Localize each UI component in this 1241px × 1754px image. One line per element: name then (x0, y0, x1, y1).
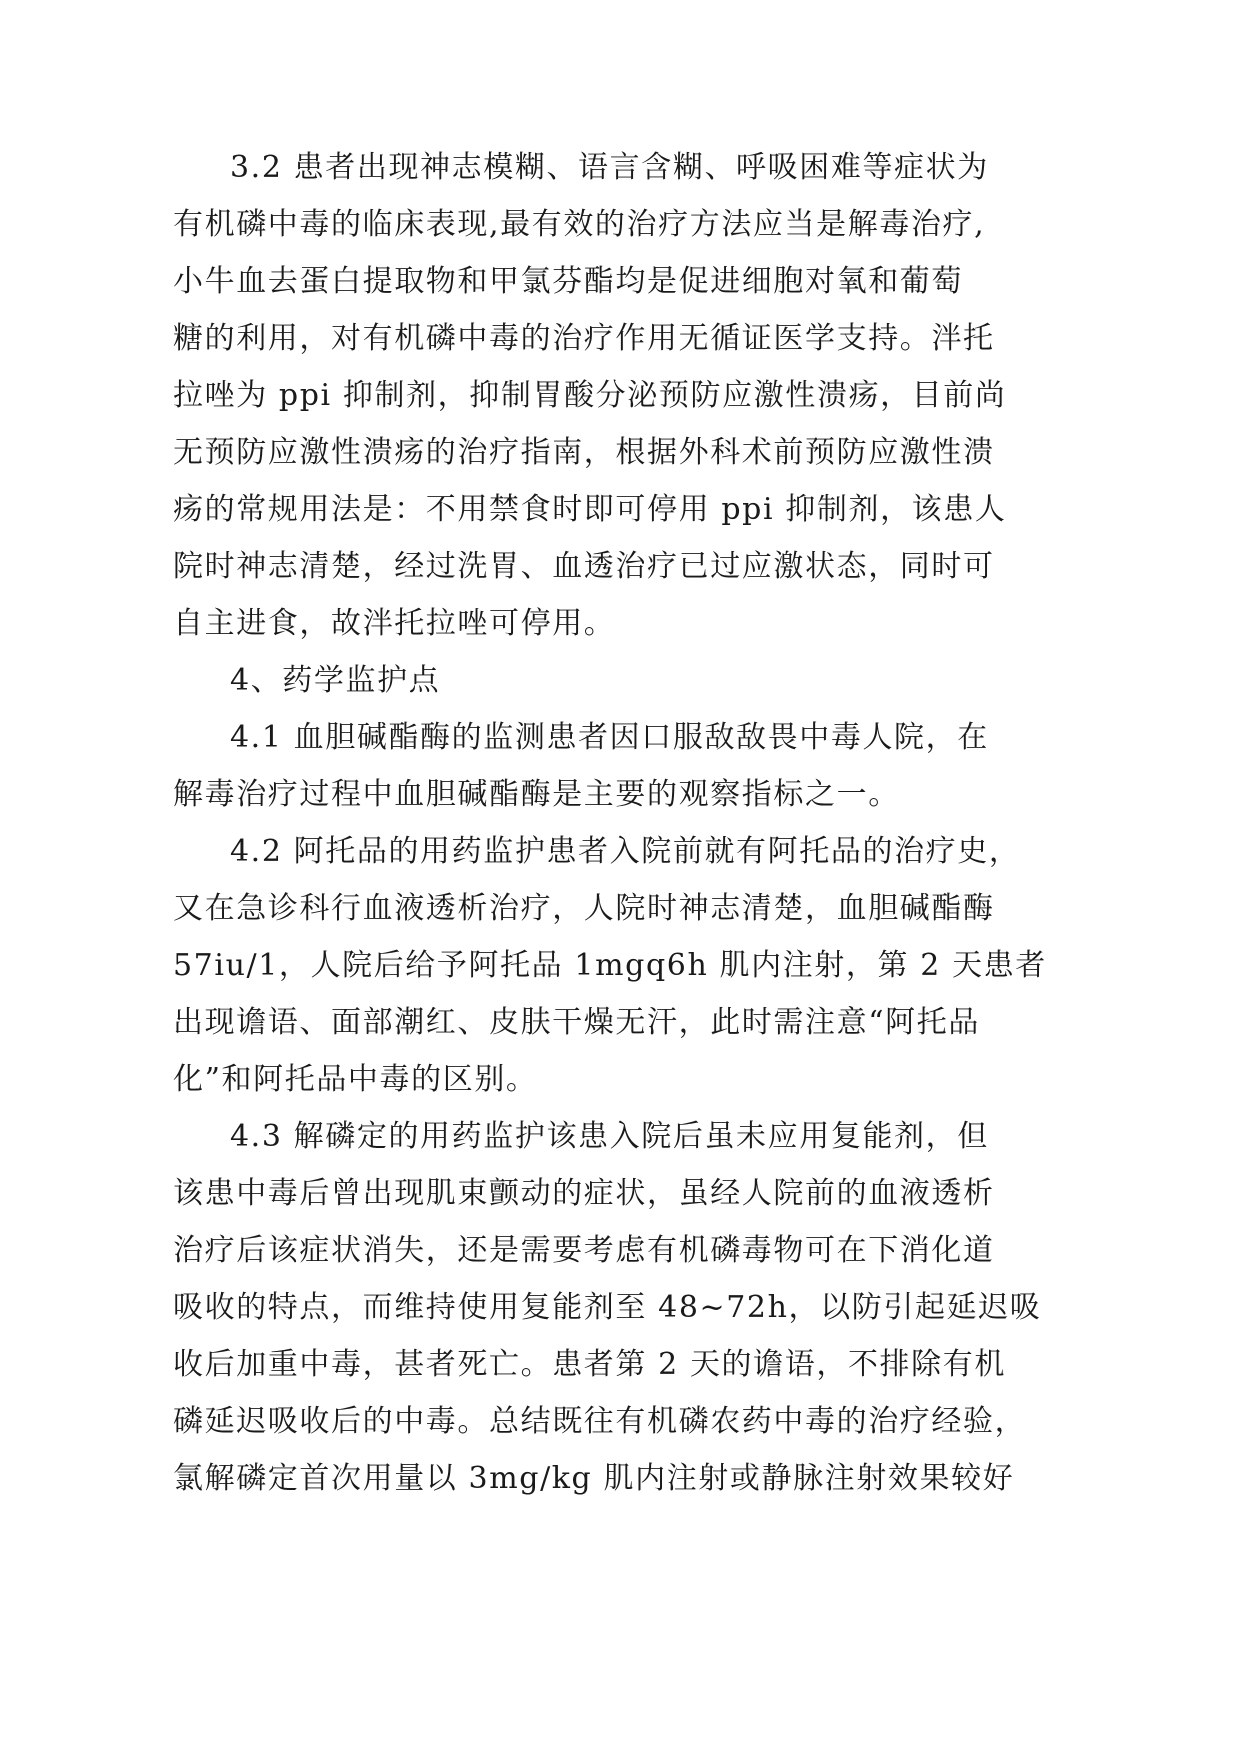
text-line: 有机磷中毒的临床表现,最有效的治疗方法应当是解毒治疗, (173, 207, 986, 242)
text-line: 吸收的特点，而维持使用复能剂至 48~72h，以防引起延迟吸 (173, 1290, 1042, 1325)
text-line: 无预防应激性溃疡的治疗指南，根据外科术前预防应激性溃 (173, 435, 995, 470)
text-line: 4.2 阿托品的用药监护患者入院前就有阿托品的治疗史， (230, 834, 1021, 869)
text-line: 磷延迟吸收后的中毒。总结既往有机磷农药中毒的治疗经验， (173, 1404, 1027, 1439)
text-line: 化”和阿托品中毒的区别。 (173, 1062, 538, 1097)
text-line: 又在急诊科行血液透析治疗，人院时神志清楚，血胆碱酯酶 (173, 891, 995, 926)
text-line: 3.2 患者出现神志模糊、语言含糊、呼吸困难等症状为 (230, 150, 989, 185)
text-line: 解毒治疗过程中血胆碱酯酶是主要的观察指标之一。 (173, 777, 900, 812)
text-line: 治疗后该症状消失，还是需要考虑有机磷毒物可在下消化道 (173, 1233, 995, 1268)
text-line: 氯解磷定首次用量以 3mg/kg 肌内注射或静脉注射效果较好 (173, 1461, 1015, 1496)
section-heading: 4、药学监护点 (230, 663, 441, 698)
text-line: 该患中毒后曾出现肌束颤动的症状，虽经人院前的血液透析 (173, 1176, 995, 1211)
text-line: 出现谵语、面部潮红、皮肤干燥无汗，此时需注意“阿托品 (173, 1005, 980, 1040)
text-line: 院时神志清楚，经过洗胃、血透治疗已过应激状态，同时可 (173, 549, 995, 584)
text-line: 糖的利用，对有机磷中毒的治疗作用无循证医学支持。泮托 (173, 321, 995, 356)
text-line: 57iu/1，人院后给予阿托品 1mgq6h 肌内注射，第 2 天患者 (173, 948, 1047, 983)
text-line: 收后加重中毒，甚者死亡。患者第 2 天的谵语，不排除有机 (173, 1347, 1006, 1382)
text-line: 小牛血去蛋白提取物和甲氯芬酯均是促进细胞对氧和葡萄 (173, 264, 963, 299)
text-line: 自主进食，故泮托拉唑可停用。 (173, 606, 616, 641)
text-line: 拉唑为 ppi 抑制剂，抑制胃酸分泌预防应激性溃疡，目前尚 (173, 378, 1007, 413)
text-line: 4.3 解磷定的用药监护该患入院后虽未应用复能剂，但 (230, 1119, 989, 1154)
text-line: 疡的常规用法是：不用禁食时即可停用 ppi 抑制剂，该患人 (173, 492, 1007, 527)
text-line: 4.1 血胆碱酯酶的监测患者因口服敌敌畏中毒人院，在 (230, 720, 989, 755)
